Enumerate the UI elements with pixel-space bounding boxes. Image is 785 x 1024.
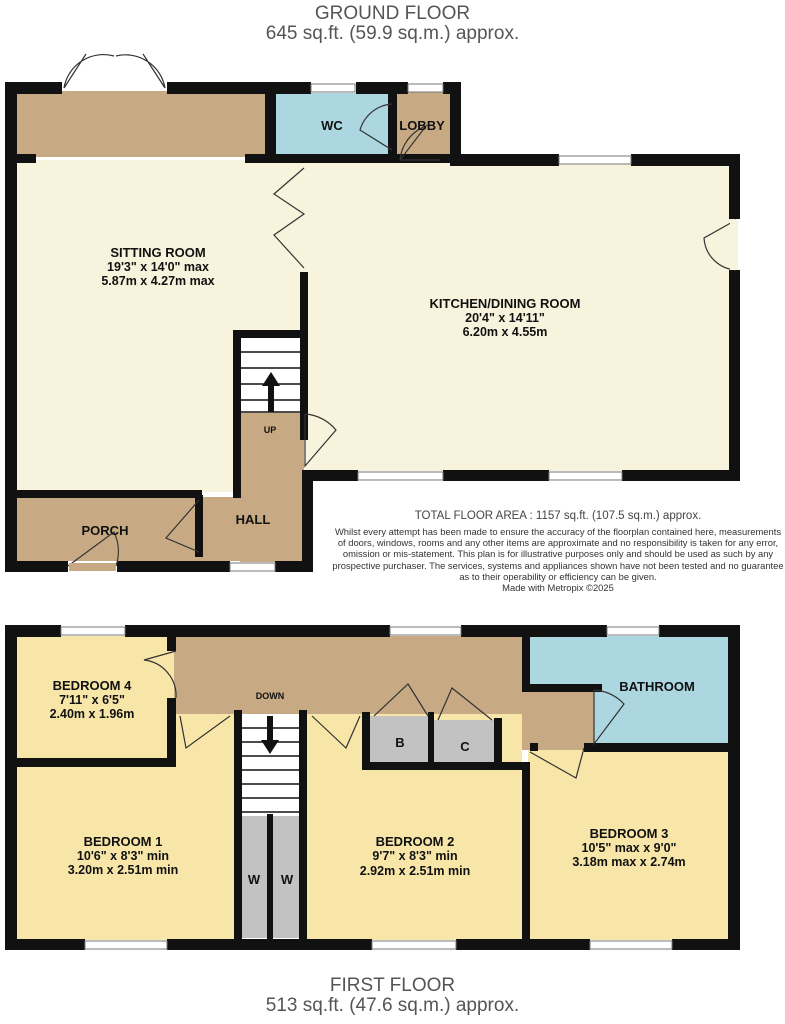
disclaimer-line: of doors, windows, rooms and any other items are approximate and no responsibility is taken for any error, — [337, 537, 779, 549]
ground-floor-title: GROUND FLOOR — [314, 3, 471, 24]
sitting-room-imperial: 19'3" x 14'0" max — [107, 260, 209, 274]
ground-floor-plan — [5, 54, 740, 572]
porch-label: PORCH — [81, 523, 129, 538]
bedroom4-imperial: 7'11" x 6'5" — [59, 693, 125, 707]
kitchen-imperial: 20'4" x 14'11" — [465, 311, 545, 325]
bedroom1-upper-fill — [174, 714, 236, 769]
wardrobe-2-label: W — [280, 872, 294, 887]
kitchen-side-door-gap — [730, 220, 738, 270]
floor-area-note — [328, 510, 785, 593]
stairs-up-label: UP — [263, 425, 277, 435]
hall-label: HALL — [235, 512, 271, 527]
bedroom4-label: BEDROOM 4 — [52, 678, 132, 693]
bathroom-label: BATHROOM — [619, 679, 695, 694]
bedroom3-metric: 3.18m max x 2.74m — [572, 855, 686, 869]
kitchen-label: KITCHEN/DINING ROOM — [429, 296, 581, 311]
disclaimer-line: prospective purchaser. The services, systems and appliances shown have not been tested and no guarantee — [332, 559, 784, 571]
kitchen-metric: 6.20m x 4.55m — [462, 325, 548, 339]
disclaimer — [328, 526, 785, 593]
disclaimer-line: as to their operability or efficiency can be given. — [459, 570, 657, 582]
sitting-room-metric: 5.87m x 4.27m max — [101, 274, 215, 288]
first-floor-plan — [5, 625, 740, 950]
bedroom4-metric: 2.40m x 1.96m — [49, 707, 135, 721]
ground-floor-area: 645 sq.ft. (59.9 sq.m.) approx. — [265, 23, 520, 44]
wardrobe-1-label: W — [247, 872, 261, 887]
first-floor-title: FIRST FLOOR — [329, 975, 456, 996]
disclaimer-line: omission or mis-statement. This plan is for illustrative purposes only and should be used as such by any — [342, 548, 774, 560]
sitting-room-label: SITTING ROOM — [110, 245, 206, 260]
total-floor-area: TOTAL FLOOR AREA : 1157 sq.ft. (107.5 sq.m.) approx. — [414, 510, 702, 522]
cupboard-b-label: B — [395, 735, 405, 750]
wc-label: WC — [321, 118, 343, 133]
bedroom1-imperial: 10'6" x 8'3" min — [76, 849, 170, 863]
bedroom1-label: BEDROOM 1 — [83, 834, 163, 849]
bedroom2-label: BEDROOM 2 — [375, 834, 455, 849]
first-floor-area: 513 sq.ft. (47.6 sq.m.) approx. — [265, 995, 520, 1016]
bedroom3-label: BEDROOM 3 — [589, 826, 669, 841]
bedroom3-imperial: 10'5" max x 9'0" — [581, 841, 677, 855]
disclaimer-credit: Made with Metropix ©2025 — [502, 582, 614, 594]
porch-door-gap — [69, 563, 116, 571]
landing-fill — [174, 636, 526, 716]
stairs-down-label: DOWN — [255, 691, 285, 701]
bedroom1-metric: 3.20m x 2.51m min — [67, 863, 179, 877]
bedroom2-imperial: 9'7" x 8'3" min — [372, 849, 458, 863]
garden-room-fill — [14, 91, 270, 157]
lobby-label: LOBBY — [399, 118, 445, 133]
disclaimer-line: Whilst every attempt has been made to ensure the accuracy of the floorplan contained here, measurements — [334, 526, 782, 537]
bedroom2-metric: 2.92m x 2.51m min — [359, 864, 471, 878]
cupboard-c-label: C — [460, 739, 470, 754]
bathroom-lower-fill — [594, 686, 728, 746]
